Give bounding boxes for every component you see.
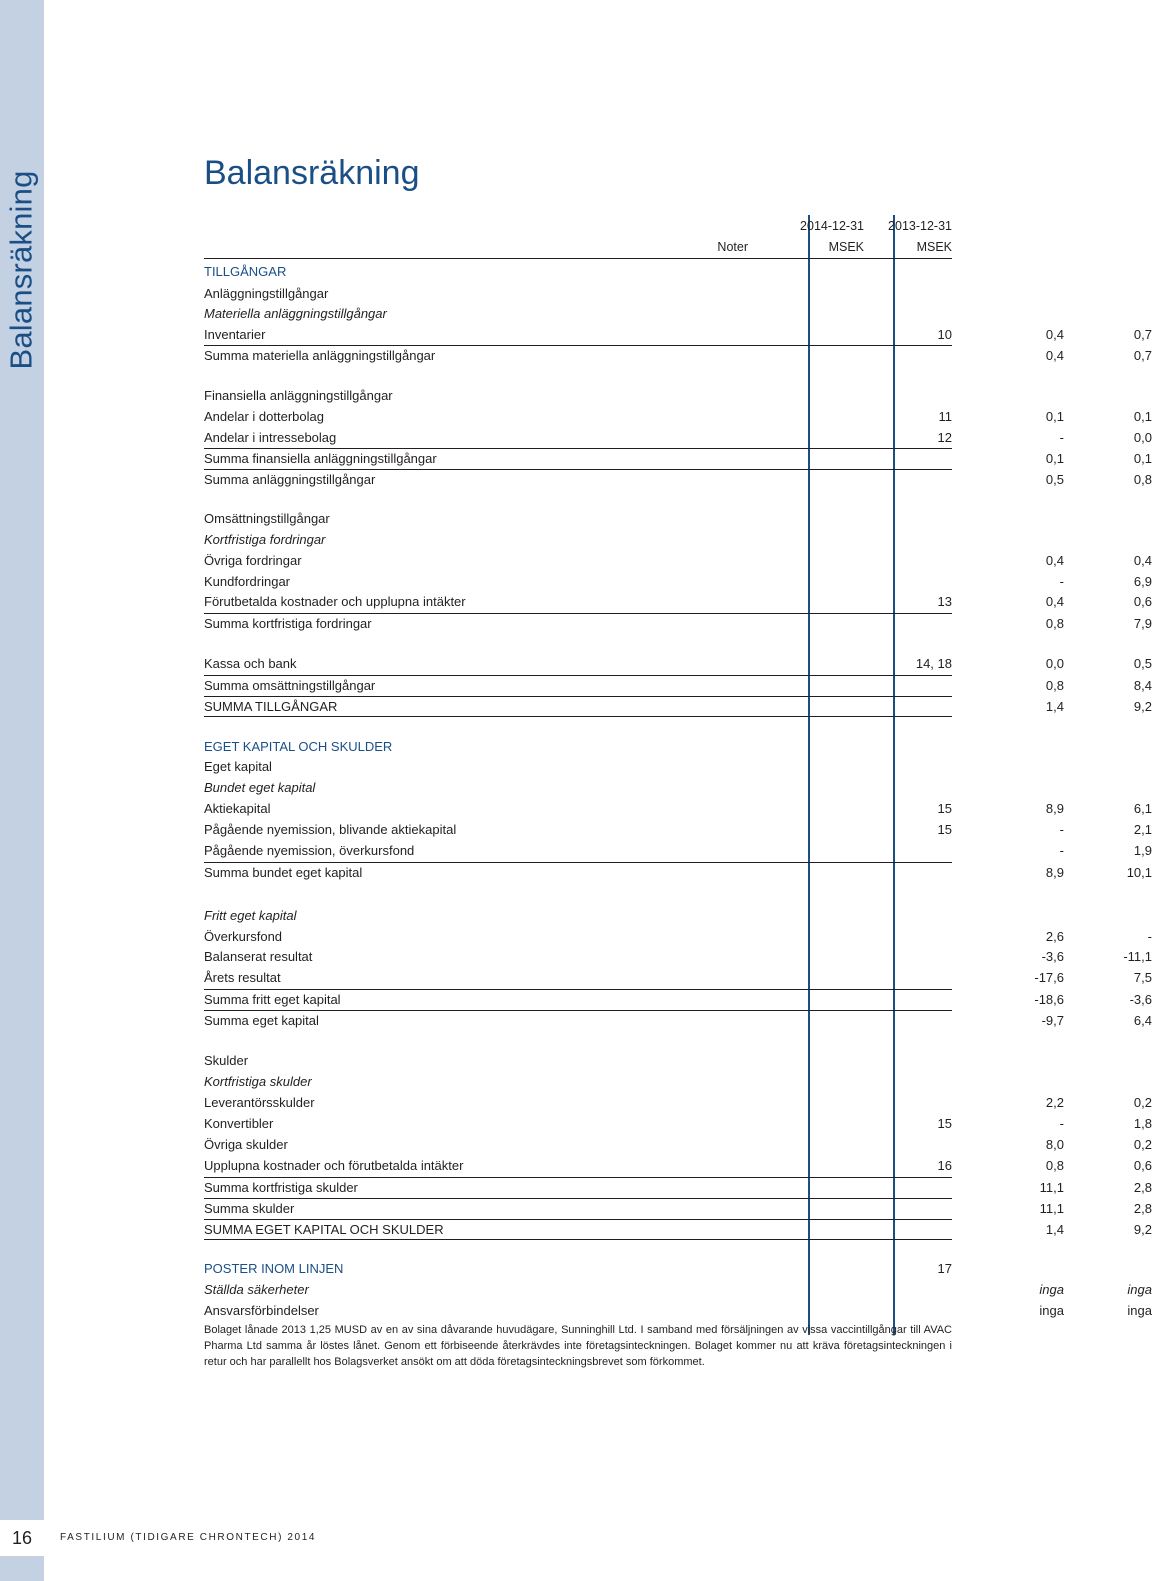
row-label: TILLGÅNGAR [204, 264, 287, 279]
row-label: Summa kortfristiga skulder [204, 1180, 358, 1195]
row-value-2014: 2,6 [1045, 929, 1064, 944]
table-row [204, 1259, 952, 1278]
row-value-2014: 0,4 [1045, 594, 1064, 609]
row-label: Bundet eget kapital [204, 780, 316, 795]
row-label: Andelar i intressebolag [204, 430, 337, 445]
row-value-2013: 8,4 [1133, 678, 1152, 693]
row-value-2013: 0,7 [1133, 348, 1152, 363]
row-value-2014: 0,8 [1045, 1158, 1064, 1173]
row-value-2014: -9,7 [1041, 1013, 1064, 1028]
row-label: SUMMA TILLGÅNGAR [204, 699, 338, 714]
table-row [204, 1198, 1152, 1218]
row-label: Kundfordringar [204, 574, 290, 589]
row-value-2014: 11,1 [1039, 1201, 1064, 1216]
row-value-2013: 9,2 [1133, 1222, 1152, 1237]
row-value-2014: 0,1 [1045, 451, 1064, 466]
row-value-2014: 0,4 [1045, 553, 1064, 568]
table-row [204, 1177, 1152, 1197]
row-value-2014: 0,8 [1045, 616, 1064, 631]
row-value-2013: 0,1 [1133, 451, 1152, 466]
row-label: Leverantörsskulder [204, 1095, 315, 1110]
row-value-2013: 0,5 [1133, 656, 1152, 671]
row-label: Konvertibler [204, 1116, 274, 1131]
row-label: Ställda säkerheter [204, 1282, 309, 1297]
row-value-2013: inga [1127, 1282, 1152, 1297]
row-note: 12 [937, 430, 952, 445]
row-value-2013: 0,8 [1133, 472, 1152, 487]
column-header-date-2013: 2013-12-31 [888, 219, 952, 233]
row-note: 14, 18 [915, 656, 952, 671]
row-value-2014: 1,4 [1045, 699, 1064, 714]
row-value-2013: 0,6 [1133, 1158, 1152, 1173]
table-row [204, 820, 1152, 839]
row-value-2014: 0,5 [1045, 472, 1064, 487]
row-note: 16 [937, 1158, 952, 1173]
row-label: Upplupna kostnader och förutbetalda intäkter [204, 1158, 464, 1173]
row-label: Fritt eget kapital [204, 908, 297, 923]
row-label: Summa kortfristiga fordringar [204, 616, 372, 631]
table-row [204, 947, 1152, 966]
row-value-2014: 8,9 [1045, 801, 1064, 816]
table-row [204, 530, 952, 549]
table-row [204, 572, 1152, 591]
row-label: Förutbetalda kostnader och upplupna intäkter [204, 594, 466, 609]
row-label: Summa bundet eget kapital [204, 865, 363, 880]
table-row [204, 304, 952, 323]
row-value-2013: 6,1 [1133, 801, 1152, 816]
row-label: Inventarier [204, 327, 266, 342]
table-row [204, 1301, 1152, 1320]
row-label: Kortfristiga fordringar [204, 532, 326, 547]
row-value-2013: 0,4 [1133, 553, 1152, 568]
row-label: Balanserat resultat [204, 949, 313, 964]
table-row [204, 696, 1152, 717]
row-label: Årets resultat [204, 970, 281, 985]
row-value-2014: - [1059, 430, 1064, 445]
row-value-2014: 0,0 [1045, 656, 1064, 671]
row-label: Övriga skulder [204, 1137, 288, 1152]
table-row [204, 862, 1152, 882]
table-row [204, 1093, 1152, 1112]
row-value-2014: 8,0 [1045, 1137, 1064, 1152]
table-row [204, 1280, 1152, 1299]
row-label: Kassa och bank [204, 656, 297, 671]
row-value-2014: 11,1 [1039, 1180, 1064, 1195]
row-label: POSTER INOM LINJEN [204, 1261, 344, 1276]
column-header-unit-2014: MSEK [828, 240, 864, 254]
row-value-2013: - [1147, 929, 1152, 944]
row-value-2014: - [1059, 843, 1064, 858]
row-label: Finansiella anläggningstillgångar [204, 388, 393, 403]
row-label: Överkursfond [204, 929, 283, 944]
sidebar-title [0, 160, 44, 380]
table-row [204, 1072, 952, 1091]
row-note: 11 [938, 409, 952, 424]
row-label: Materiella anläggningstillgångar [204, 306, 387, 321]
table-row [204, 1156, 1152, 1175]
row-label: Pågående nyemission, blivande aktiekapital [204, 822, 457, 837]
table-row [204, 1114, 1152, 1133]
row-value-2013: 2,1 [1133, 822, 1152, 837]
row-value-2013: 2,8 [1133, 1201, 1152, 1216]
row-value-2014: 8,9 [1045, 865, 1064, 880]
row-value-2013: -3,6 [1129, 992, 1152, 1007]
table-row [204, 448, 1152, 468]
row-note: 15 [937, 1116, 952, 1131]
row-value-2013: 6,9 [1133, 574, 1152, 589]
table-row [204, 325, 1152, 344]
table-row [204, 799, 1152, 818]
row-value-2014: 0,8 [1045, 678, 1064, 693]
table-row [204, 927, 1152, 946]
table-row [204, 778, 952, 797]
sidebar-band [0, 0, 44, 1581]
row-label: Omsättningstillgångar [204, 511, 330, 526]
row-note: 17 [937, 1261, 952, 1276]
row-value-2014: -3,6 [1041, 949, 1064, 964]
row-value-2013: -11,1 [1123, 949, 1152, 964]
row-value-2013: 7,5 [1133, 970, 1152, 985]
row-label: Summa finansiella anläggningstillgångar [204, 451, 437, 466]
table-row [204, 428, 1152, 447]
table-row [204, 592, 1152, 611]
row-value-2013: inga [1127, 1303, 1152, 1318]
row-value-2014: 0,1 [1045, 409, 1064, 424]
row-value-2014: 2,2 [1045, 1095, 1064, 1110]
row-value-2013: 0,7 [1133, 327, 1152, 342]
table-row [204, 407, 1152, 426]
sidebar-title-text: Balansräkning [4, 170, 39, 370]
row-label: Summa fritt eget kapital [204, 992, 341, 1007]
table-row [204, 1135, 1152, 1154]
table-row [204, 613, 1152, 633]
row-label: Summa anläggningstillgångar [204, 472, 376, 487]
row-label: Eget kapital [204, 759, 272, 774]
row-label: Kortfristiga skulder [204, 1074, 312, 1089]
row-value-2014: - [1059, 574, 1064, 589]
row-label: Summa materiella anläggningstillgångar [204, 348, 436, 363]
table-row [204, 469, 1152, 489]
row-value-2013: 7,9 [1133, 616, 1152, 631]
row-label: Anläggningstillgångar [204, 286, 329, 301]
table-row [204, 1051, 952, 1070]
row-value-2014: 0,4 [1045, 327, 1064, 342]
row-note: 10 [937, 327, 952, 342]
row-value-2013: 0,6 [1133, 594, 1152, 609]
row-value-2014: -18,6 [1034, 992, 1064, 1007]
row-value-2014: - [1059, 822, 1064, 837]
table-row [204, 906, 952, 925]
row-label: Övriga fordringar [204, 553, 302, 568]
footer-publication: FASTILIUM (TIDIGARE CHRONTECH) 2014 [60, 1532, 317, 1543]
table-row [204, 1219, 1152, 1240]
row-label: Summa skulder [204, 1201, 295, 1216]
table-row [204, 284, 952, 303]
page-number: 16 [0, 1520, 44, 1556]
row-value-2014: inga [1039, 1303, 1064, 1318]
row-label: Andelar i dotterbolag [204, 409, 324, 424]
row-label: Skulder [204, 1053, 249, 1068]
table-row [204, 654, 1152, 673]
row-value-2014: 0,4 [1045, 348, 1064, 363]
table-row [204, 551, 1152, 570]
row-value-2013: 1,9 [1133, 843, 1152, 858]
table-row [204, 675, 1152, 695]
table-row [204, 1010, 1152, 1030]
table-row [204, 386, 952, 405]
column-header-noter: Noter [717, 240, 748, 254]
table-row [204, 968, 1152, 987]
table-row [204, 841, 1152, 860]
row-label: EGET KAPITAL OCH SKULDER [204, 739, 393, 754]
row-label: Ansvarsförbindelser [204, 1303, 319, 1318]
column-header-unit-2013: MSEK [916, 240, 952, 254]
row-label: Pågående nyemission, överkursfond [204, 843, 415, 858]
row-value-2014: -17,6 [1034, 970, 1064, 985]
table-row [204, 345, 1152, 365]
row-value-2013: 0,0 [1133, 430, 1152, 445]
row-value-2014: 1,4 [1045, 1222, 1064, 1237]
row-value-2013: 6,4 [1133, 1013, 1152, 1028]
table-row [204, 509, 952, 528]
row-label: Aktiekapital [204, 801, 271, 816]
table-row [204, 757, 952, 776]
row-value-2014: - [1059, 1116, 1064, 1131]
row-label: Summa omsättningstillgångar [204, 678, 376, 693]
row-value-2013: 0,2 [1133, 1095, 1152, 1110]
row-note: 15 [937, 822, 952, 837]
row-value-2013: 1,8 [1133, 1116, 1152, 1131]
table-row [204, 737, 952, 756]
row-value-2013: 2,8 [1133, 1180, 1152, 1195]
row-value-2014: inga [1039, 1282, 1064, 1297]
row-label: SUMMA EGET KAPITAL OCH SKULDER [204, 1222, 444, 1237]
column-header-date-2014: 2014-12-31 [800, 219, 864, 233]
header-rule [204, 258, 952, 259]
table-row [204, 262, 952, 281]
row-value-2013: 0,1 [1133, 409, 1152, 424]
row-note: 15 [937, 801, 952, 816]
page-title: Balansräkning [204, 154, 420, 192]
table-row [204, 989, 1152, 1009]
row-label: Summa eget kapital [204, 1013, 319, 1028]
row-note: 13 [937, 594, 952, 609]
row-value-2013: 10,1 [1126, 865, 1152, 880]
footnote: Bolaget lånade 2013 1,25 MUSD av en av sina dåvarande huvudägare, Sunninghill Ltd. I samband med försäljningen av vissa vaccintillgångar till AVAC Pharma Ltd samma år löstes lånet. Genom ett förbiseende återkrävdes inte företagsinteckningen. Bolaget kommer nu att kräva företagsinteckningen i retur och har parallellt hos Bolagsverket ansökt om att döda företagsinteckningsbrevet som förkommet. [204, 1324, 952, 1368]
row-value-2013: 0,2 [1133, 1137, 1152, 1152]
row-value-2013: 9,2 [1133, 699, 1152, 714]
